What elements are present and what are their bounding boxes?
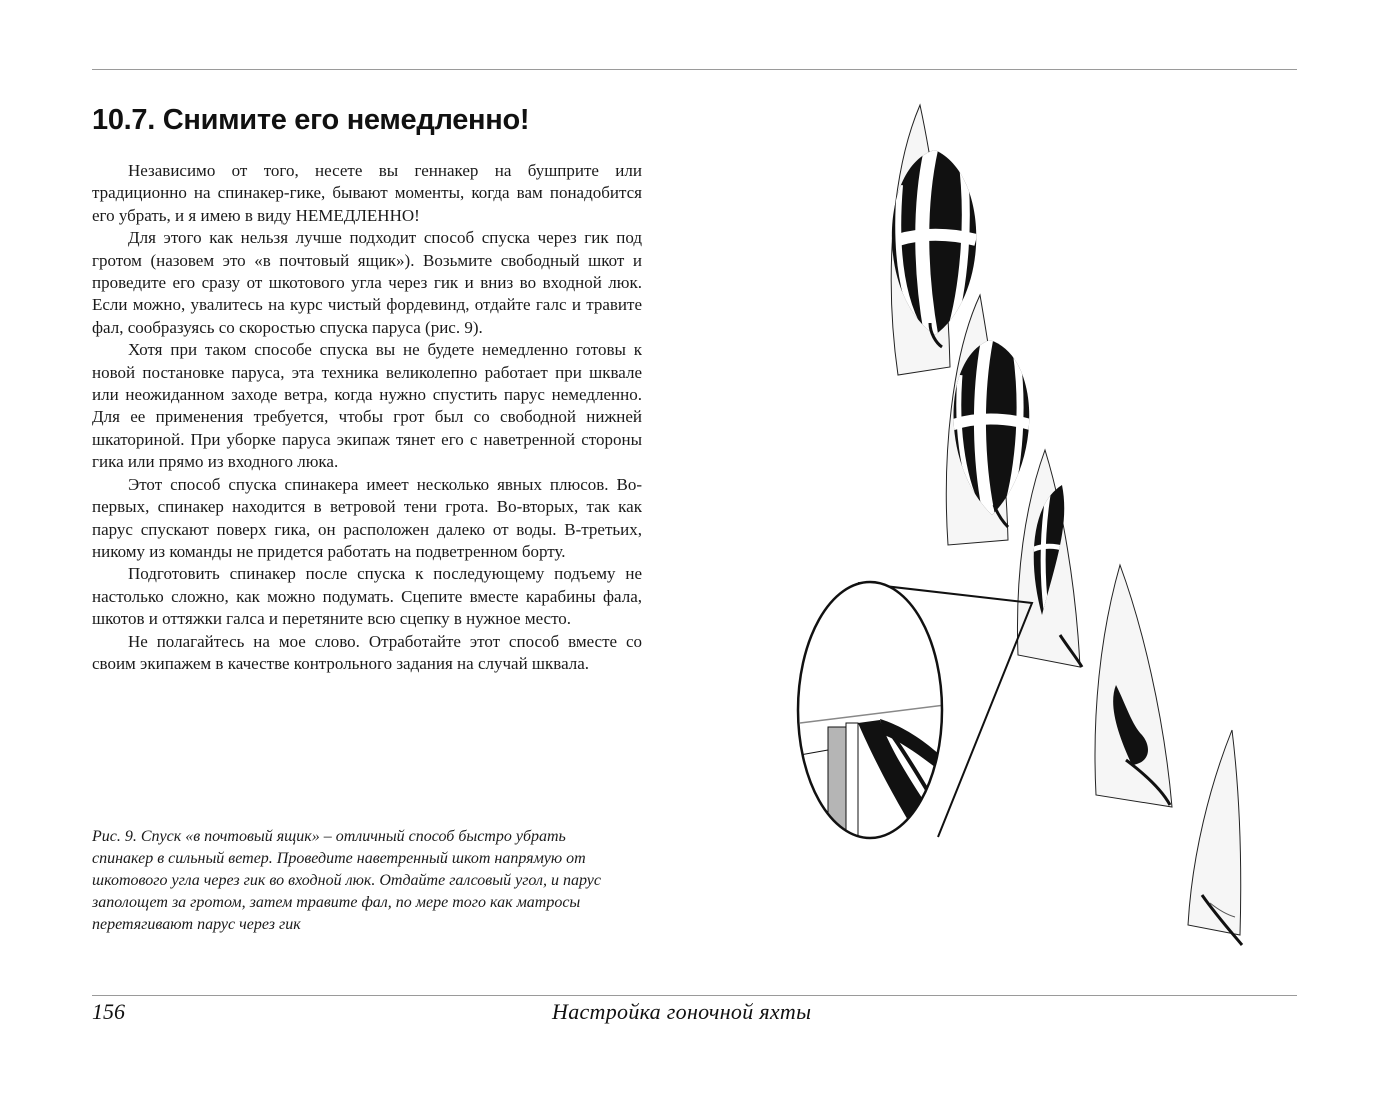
boat-5 bbox=[1188, 730, 1242, 945]
boat-4-mainsail bbox=[1095, 565, 1172, 807]
figure-caption: Рис. 9. Спуск «в почтовый ящик» – отличный способ быстро убрать спинакер в сильный ветер. Проведите наветренный шкот напрямую от шкотового угла через гик во входной люк. Отдайте галсовый угол, и парус заполощет за гротом, затем травите фал, по мере того как матросы перетягивают парус через гик bbox=[92, 828, 601, 933]
top-rule bbox=[92, 69, 1297, 70]
page-number: 156 bbox=[92, 999, 125, 1024]
detail-magnifier bbox=[795, 580, 1032, 852]
boat-5-mainsail bbox=[1188, 730, 1241, 935]
boat-4 bbox=[1095, 565, 1172, 807]
section-heading: 10.7. Снимите его немедленно! bbox=[92, 104, 530, 136]
boat-2 bbox=[946, 295, 1032, 545]
spinnaker-takedown-illustration bbox=[780, 95, 1340, 965]
paragraph-4: Этот способ спуска спинакера имеет несколько явных плюсов. Во-первых, спинакер находится в ветровой тени грота. Во-вторых, так как парус спускают поверх гика, он расположен далеко от воды. В-третьих, никому из команды не придется работать на подветренном борту. bbox=[92, 474, 642, 561]
boat-3 bbox=[1017, 450, 1082, 667]
body-text bbox=[92, 160, 642, 675]
paragraph-1: Независимо от того, несете вы геннакер на бушприте или традиционно на спинакер-гике, бывают моменты, когда вам понадобится его убрать, и я имею в виду НЕМЕДЛЕННО! bbox=[92, 161, 642, 225]
paragraph-3: Хотя при таком способе спуска вы не будете немедленно готовы к новой постановке паруса, эта техника великолепно работает при шквале или неожиданном заходе ветра, когда нужно спустить парус немедленно. Для ее применения требуется, чтобы грот был со свободной нижней шкаториной. При уборке паруса экипаж тянет его с наветренной стороны гика или прямо из входного люка. bbox=[92, 340, 642, 472]
figure-spinnaker-takedown bbox=[780, 95, 1340, 965]
bottom-rule bbox=[92, 995, 1297, 996]
running-title: Настройка гоночной яхты bbox=[552, 999, 812, 1024]
paragraph-6: Не полагайтесь на мое слово. Отработайте этот способ вместе со своим экипажем в качестве контрольного задания на случай шквала. bbox=[92, 631, 642, 673]
boat-1 bbox=[891, 105, 976, 375]
paragraph-2: Для этого как нельзя лучше подходит способ спуска через гик под гротом (назовем это «в почтовый ящик»). Возьмите свободный шкот и проведите его сразу от шкотового угла через гик и вниз во входной люк. Если можно, увалитесь на курс чистый фордевинд, отдайте галс и травите фал, сообразуясь со скоростью спуска паруса (рис. 9). bbox=[92, 228, 642, 337]
paragraph-5: Подготовить спинакер после спуска к последующему подъему не настолько сложно, как можно подумать. Сцепите вместе карабины фала, шкотов и оттяжки галса и перетяните всю сцепку в нужное место. bbox=[92, 564, 642, 629]
